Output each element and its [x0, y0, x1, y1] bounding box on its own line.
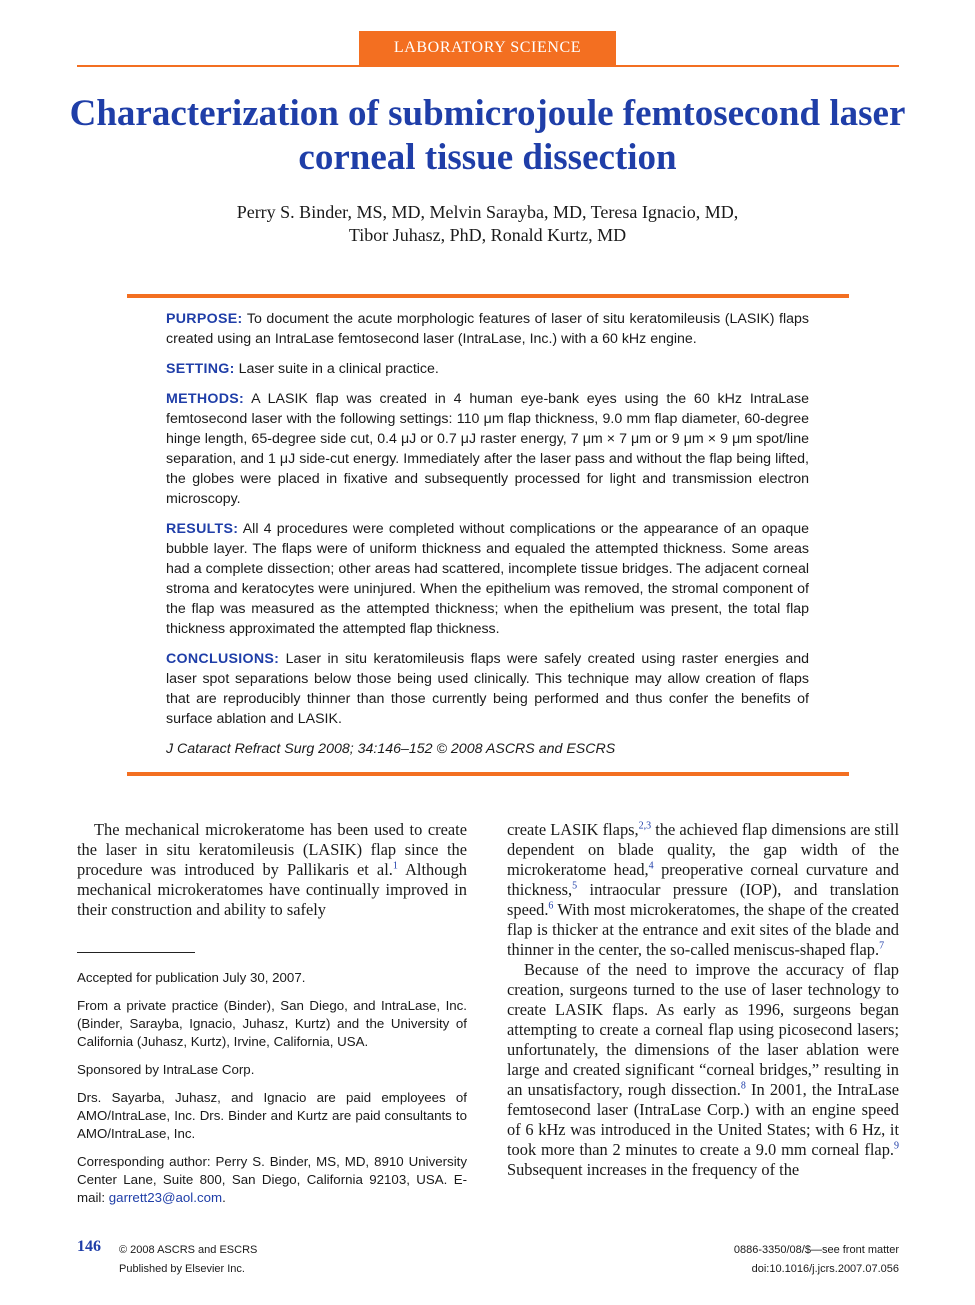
body-text: intraocular pressure (IOP), and translation speed. [507, 880, 899, 919]
footnote-disclosure: Drs. Sayarba, Juhasz, and Ignacio are paid employees of AMO/IntraLase, Inc. Drs. Binder and Kurtz are paid consultants to AMO/IntraLase, Inc. [77, 1090, 467, 1141]
author-line-1: Perry S. Binder, MS, MD, Melvin Sarayba, MD, Teresa Ignacio, MD, [236, 202, 739, 222]
reference-link[interactable]: 9 [894, 1140, 899, 1152]
footer-issn: 0886-3350/08/$—see front matter [733, 1244, 899, 1256]
conclusions-text: Laser in situ keratomileusis flaps were safely created using raster energies and laser spot separations below those being used clinically. This technique may allow creation of flaps that are reproducibly thinner than those currently being performed and thus confer the benefits of surface ablation and LASIK. [166, 651, 809, 727]
article-title: Characterization of submicrojoule femtosecond laser corneal tissue dissection [69, 93, 906, 178]
author-line-2: Tibor Juhasz, PhD, Ronald Kurtz, MD [348, 225, 627, 245]
body-text: In 2001, the IntraLase femtosecond laser (IntraLase Corp.) with an engine speed of 6 kHz was introduced in the United States; with 6 Hz, it took more than 2 minutes to create a 9.0 mm corneal flap. [507, 1080, 899, 1159]
punctuation: . [222, 1190, 226, 1205]
methods-text: A LASIK flap was created in 4 human eye-bank eyes using the 60 kHz IntraLase femtosecond laser with the following settings: 110 μm flap thickness, 9.0 mm flap diameter, 60-degree hinge length, 65-degree side cut, 0.4 μJ or 0.7 μJ raster energy, 7 μm × 7 μm or 9 μm × 9 μm spot/line separation, and 1 μJ side-cut energy. Immediately after the laser pass and without the flap being lifted, the globes were placed in fixative and subsequently processed for light and transmission electron microscopy. [166, 391, 809, 507]
author-list [130, 201, 845, 247]
body-text: Subsequent increases in the frequency of the [507, 1160, 800, 1179]
journal-citation: J Cataract Refract Surg 2008; 34:146–152 © 2008 ASCRS and ESCRS [166, 741, 616, 757]
footnote-affiliation: From a private practice (Binder), San Diego, and IntraLase, Inc. (Binder, Sarayba, Ignacio, Juhasz, Kurtz) and the University of California (Juhasz, Kurtz), Irvine, California, USA. [77, 998, 467, 1049]
footnote-corresponding [77, 1153, 467, 1207]
reference-link[interactable]: 7 [879, 940, 885, 952]
body-text: With most microkeratomes, the shape of the created flap is thicker at the entrance and exit sites of the blade and thinner in the center, the so-called meniscus-shaped flap. [507, 900, 899, 959]
conclusions-label: CONCLUSIONS: [166, 651, 280, 667]
footer-doi[interactable]: doi:10.1016/j.jcrs.2007.07.056 [751, 1263, 899, 1275]
setting-text: Laser suite in a clinical practice. [238, 361, 439, 377]
top-rule [77, 65, 899, 67]
reference-link[interactable]: 2,3 [638, 820, 652, 832]
footnote-sponsor: Sponsored by IntraLase Corp. [77, 1062, 255, 1077]
body-paragraph [77, 820, 467, 920]
email-link[interactable]: garrett23@aol.com [108, 1190, 223, 1205]
body-paragraph [507, 960, 899, 1180]
footnote-rule [77, 952, 195, 953]
reference-link[interactable]: 4 [648, 860, 654, 872]
body-column-right [507, 820, 899, 1180]
abstract-purpose [166, 309, 809, 349]
body-column-left [77, 820, 467, 920]
footer-publisher: Published by Elsevier Inc. [119, 1263, 245, 1275]
body-text: Although mechanical microkeratomes have continually improved in their construction and ability to safely [77, 860, 467, 919]
footnote-accepted: Accepted for publication July 30, 2007. [77, 970, 306, 985]
body-paragraph [507, 820, 899, 960]
abstract-setting [166, 359, 809, 379]
methods-label: METHODS: [166, 391, 245, 407]
reference-link[interactable]: 1 [392, 860, 398, 872]
body-text: preoperative corneal curvature and thickness, [507, 860, 899, 899]
abstract-results [166, 519, 809, 639]
abstract-bottom-rule [127, 772, 849, 776]
results-text: All 4 procedures were completed without complications or the appearance of an opaque bubble layer. The flaps were of uniform thickness and equaled the attempted thickness. Some areas had a complete dissection; other areas had scattered, incomplete tissue bridges. The adjacent corneal stroma and keratocytes were uninjured. When the epithelium was removed, the stromal component of the flap was measured as the attempted thickness; when the epithelium was present, the total flap thickness approximated the attempted flap thickness. [166, 521, 809, 637]
corresponding-text: Corresponding author: Perry S. Binder, MS, MD, 8910 University Center Lane, Suite 800, San Diego, California 92103, USA. E-mail: [77, 1154, 467, 1205]
results-label: RESULTS: [166, 521, 239, 537]
abstract-methods [166, 389, 809, 509]
footnotes [77, 969, 467, 1217]
setting-label: SETTING: [166, 361, 235, 377]
section-tag-label: LABORATORY SCIENCE [393, 39, 582, 56]
abstract-top-rule [127, 294, 849, 298]
abstract [166, 309, 809, 769]
body-text: the achieved flap dimensions are still dependent on blade quality, the gap width of the microkeratome head, [507, 820, 899, 879]
abstract-conclusions [166, 649, 809, 729]
footer-copyright: © 2008 ASCRS and ESCRS [119, 1244, 258, 1256]
body-text: The mechanical microkeratome has been used to create the laser in situ keratomileusis (LASIK) flap since the procedure was introduced by Pallikaris et al. [77, 820, 467, 879]
body-text: create LASIK flaps, [507, 820, 639, 839]
section-tag [359, 31, 616, 65]
purpose-label: PURPOSE: [166, 311, 243, 327]
reference-link[interactable]: 6 [548, 900, 554, 912]
body-text: Because of the need to improve the accuracy of flap creation, surgeons turned to the use of laser technology to create LASIK flaps. As early as 1996, surgeons began attempting to create a corneal flap using picosecond lasers; unfortunately, the dimensions of the laser ablation were large and created significant “corneal bridges,” resulting in an unsatisfactory, rough dissection. [507, 960, 899, 1099]
page-number: 146 [77, 1238, 101, 1255]
reference-link[interactable]: 5 [572, 880, 578, 892]
purpose-text: To document the acute morphologic features of laser of situ keratomileusis (LASIK) flaps created using an IntraLase femtosecond laser (IntraLase, Inc.) with a 60 kHz engine. [166, 311, 810, 347]
reference-link[interactable]: 8 [740, 1080, 746, 1092]
